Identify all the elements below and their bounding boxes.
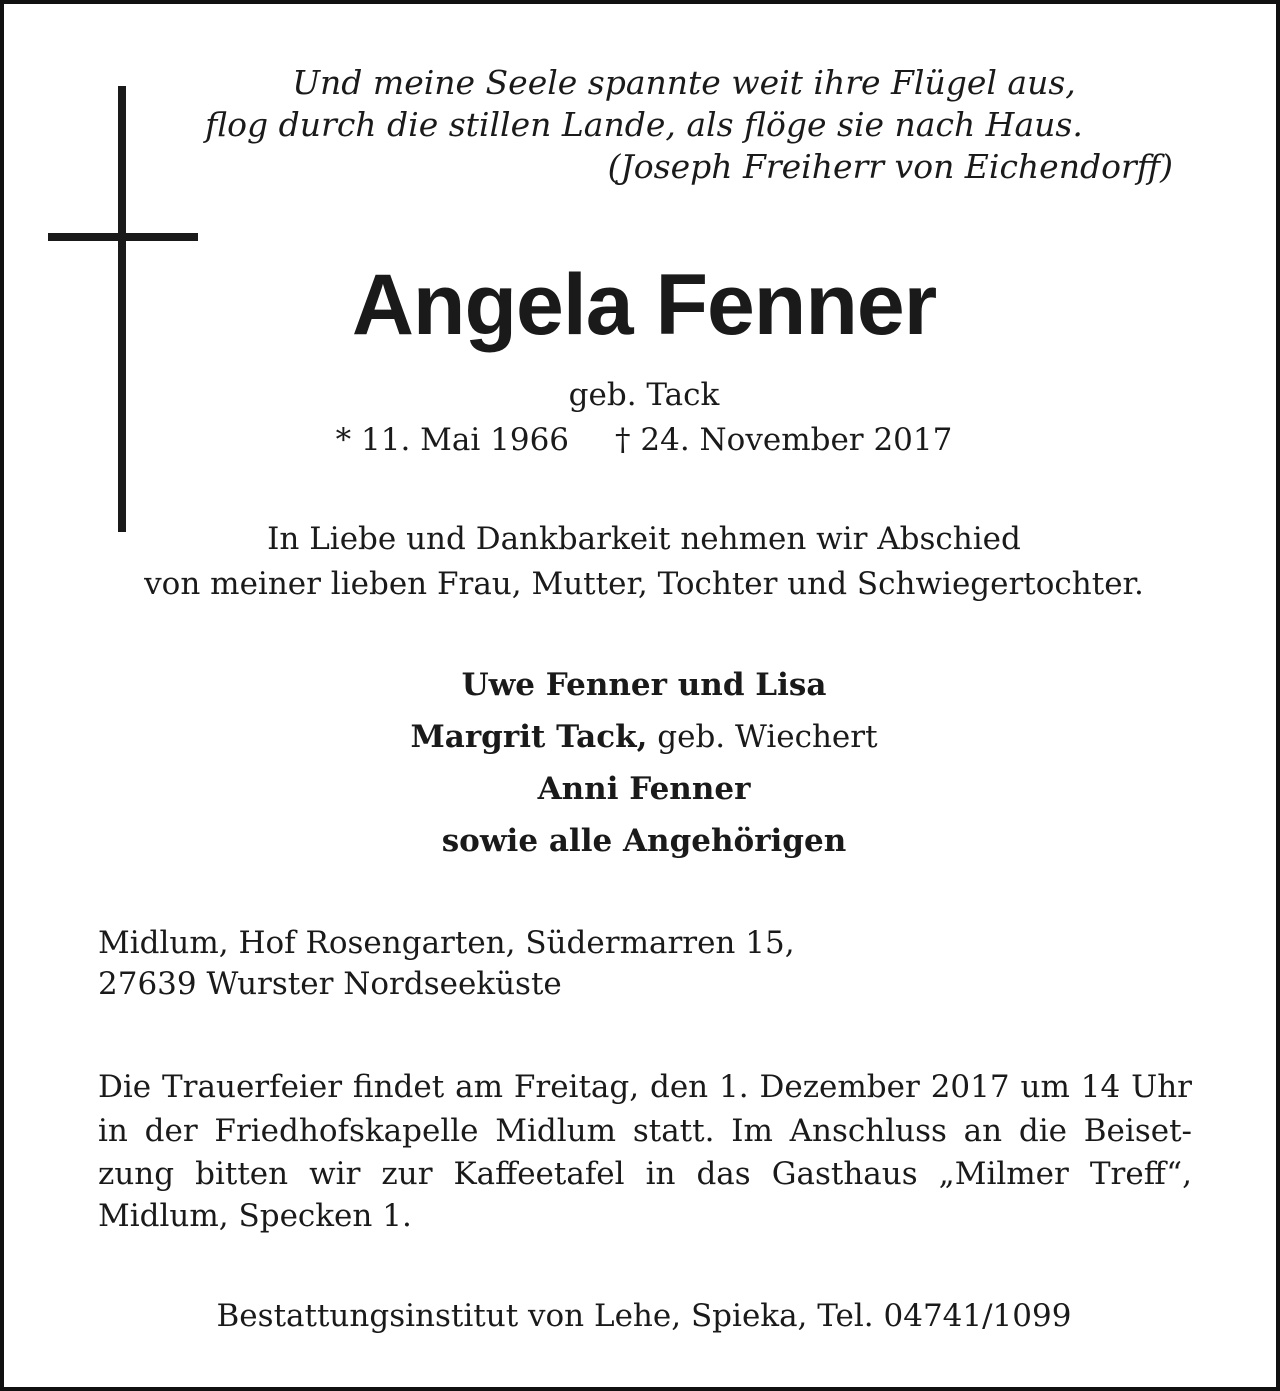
mourner-line-4: sowie alle Angehörigen — [441, 823, 847, 859]
mourner-line-3: Anni Fenner — [537, 771, 751, 807]
poem-line-1: Und meine Seele spannte weit ihre Flügel aus, — [292, 63, 1076, 102]
service-line-1: Die Trauerfeier findet am Freitag, den 1. Dezember 2017 um 14 Uhr — [98, 1069, 1192, 1105]
poem-author: (Joseph Freiherr von Eichendorff) — [607, 147, 1173, 186]
born-name: geb. Tack — [568, 377, 720, 413]
undertaker-info: Bestattungsinstitut von Lehe, Spieka, Tel. 04741/1099 — [216, 1298, 1072, 1334]
mourner-line-2 — [4, 719, 1280, 755]
address-line-1: Midlum, Hof Rosengarten, Südermarren 15, — [98, 925, 795, 961]
mourner-name: Margrit Tack, — [410, 719, 648, 755]
farewell-line-2: von meiner lieben Frau, Mutter, Tochter und Schwiegertochter. — [144, 566, 1144, 602]
birth-date: * 11. Mai 1966 — [335, 422, 570, 458]
deceased-name: Angela Fenner — [351, 257, 937, 353]
farewell-line-1: In Liebe und Dankbarkeit nehmen wir Abschied — [267, 521, 1021, 557]
mourner-line-1: Uwe Fenner und Lisa — [461, 667, 827, 703]
address-line-2: 27639 Wurster Nordseeküste — [98, 966, 562, 1002]
poem-line-2: flog durch die stillen Lande, als flöge sie nach Haus. — [205, 105, 1083, 144]
service-line-2: in der Friedhofskapelle Midlum statt. Im Anschluss an die Beiset- — [98, 1113, 1192, 1149]
life-dates — [4, 422, 1280, 458]
service-line-3: zung bitten wir zur Kaffeetafel in das Gasthaus „Milmer Treff“, — [98, 1156, 1192, 1192]
mourner-born-name: geb. Wiechert — [647, 719, 878, 755]
service-line-4: Midlum, Specken 1. — [98, 1198, 412, 1234]
death-date: † 24. November 2017 — [615, 422, 953, 458]
cross-horizontal-bar — [48, 233, 198, 241]
